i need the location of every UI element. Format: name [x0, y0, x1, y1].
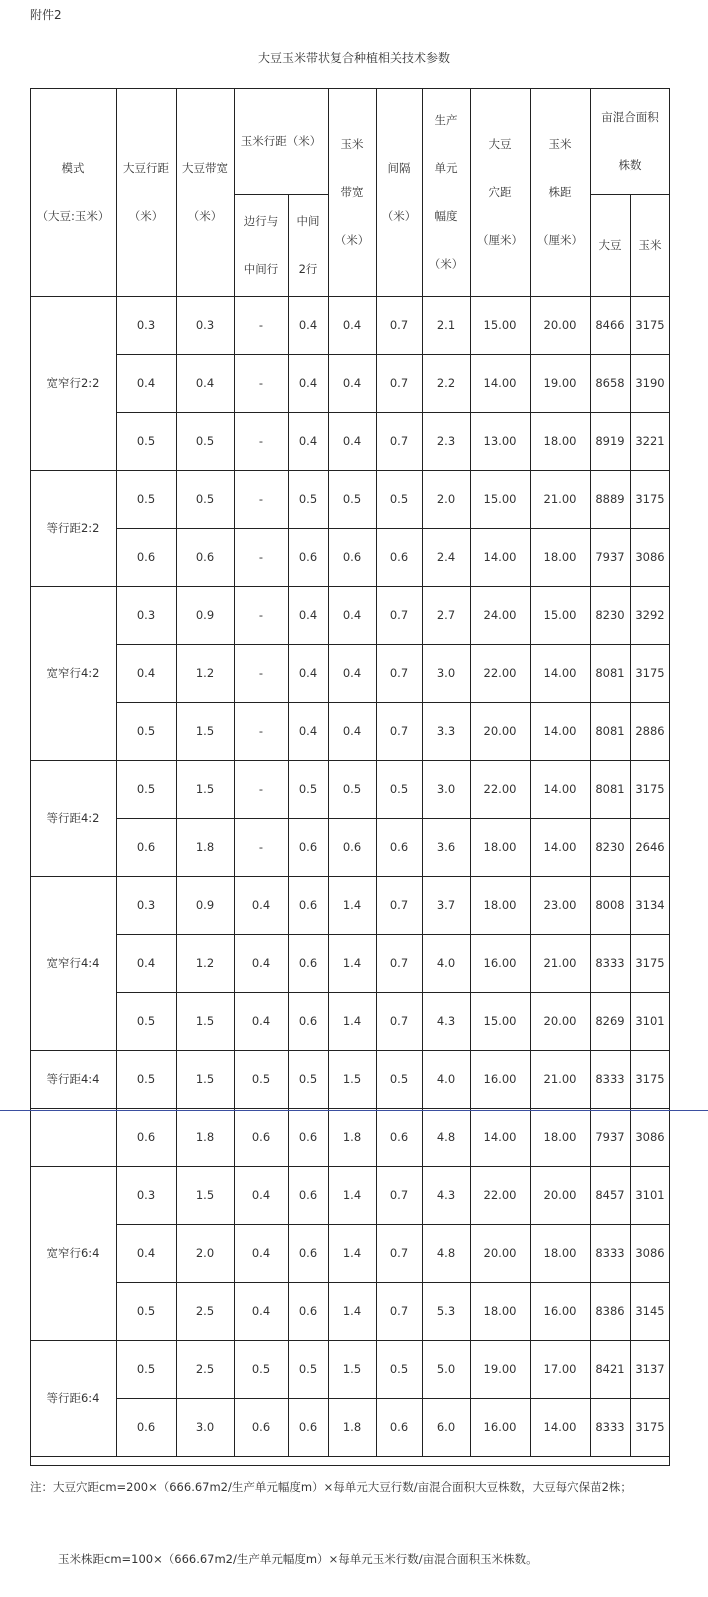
table-cell: 3190 — [635, 376, 665, 390]
table-cell: 0.7 — [389, 1188, 409, 1202]
table-cell: 0.6 — [298, 1304, 318, 1318]
table-cell: 0.4 — [251, 1246, 271, 1260]
table-cell: 1.8 — [342, 1420, 362, 1434]
table-cell: 0.4 — [298, 318, 318, 332]
table-cell: 0.6 — [136, 1420, 156, 1434]
page-title: 大豆玉米带状复合种植相关技术参数 — [257, 51, 450, 65]
table-cell: 0.7 — [389, 1304, 409, 1318]
table-cell: 19.00 — [543, 376, 577, 390]
table-cell: 0.4 — [136, 376, 156, 390]
table-cell: 18.00 — [483, 898, 517, 912]
table-cell: - — [258, 550, 264, 564]
header-corn-row-spacing: 玉米行距（米） — [240, 134, 322, 148]
table-cell: - — [258, 724, 264, 738]
table-cell: 0.5 — [195, 492, 215, 506]
table-cell: 15.00 — [543, 608, 577, 622]
table-cell: 0.7 — [389, 318, 409, 332]
table-cell: 0.7 — [389, 1014, 409, 1028]
table-cell: 3.0 — [195, 1420, 215, 1434]
table-cell: 8333 — [595, 1072, 625, 1086]
table-cell: 0.6 — [298, 1014, 318, 1028]
table-cell: 0.9 — [195, 608, 215, 622]
table-cell: 0.3 — [136, 608, 156, 622]
table-cell: 2.1 — [436, 318, 456, 332]
table-cell: 16.00 — [543, 1304, 577, 1318]
table-cell: 14.00 — [543, 666, 577, 680]
table-cell: 0.7 — [389, 724, 409, 738]
table-cell: 0.4 — [298, 724, 318, 738]
table-cell: 1.4 — [342, 1304, 362, 1318]
table-cell: 8421 — [595, 1362, 625, 1376]
table-cell: 3175 — [635, 782, 665, 796]
table-cell: 22.00 — [483, 666, 517, 680]
table-cell: 0.4 — [251, 898, 271, 912]
table-cell: 21.00 — [543, 956, 577, 970]
table-cell: 0.5 — [136, 1014, 156, 1028]
table-cell: 24.00 — [483, 608, 517, 622]
table-cell: 17.00 — [543, 1362, 577, 1376]
table-cell: 0.4 — [136, 956, 156, 970]
table-cell: 0.6 — [389, 1130, 409, 1144]
table-cell: 21.00 — [543, 492, 577, 506]
header-corn-band-width: 玉米 带宽 （米） — [334, 137, 370, 247]
table-cell: 1.2 — [195, 666, 215, 680]
table-cell: - — [258, 782, 264, 796]
table-cell: 4.3 — [436, 1014, 456, 1028]
table-cell: 3221 — [635, 434, 665, 448]
table-cell: 8230 — [595, 608, 625, 622]
table-cell: 0.5 — [298, 1362, 318, 1376]
table-cell: 0.7 — [389, 434, 409, 448]
header-unit-width: 生产 单元 幅度 （米） — [428, 113, 464, 271]
table-cell: 0.5 — [136, 1362, 156, 1376]
table-cell: 0.6 — [136, 840, 156, 854]
table-cell: 0.4 — [342, 608, 362, 622]
table-cell: 7937 — [595, 1130, 625, 1144]
table-cell: 0.6 — [298, 550, 318, 564]
table-cell: 3134 — [635, 898, 665, 912]
table-cell: 3175 — [635, 492, 665, 506]
table-cell: 0.6 — [298, 956, 318, 970]
table-cell: 1.4 — [342, 1188, 362, 1202]
table-cell: 18.00 — [543, 1246, 577, 1260]
table-cell: 23.00 — [543, 898, 577, 912]
table-cell: 6.0 — [436, 1420, 456, 1434]
table-cell: 8658 — [595, 376, 625, 390]
table-cell: 2.0 — [436, 492, 456, 506]
table-cell: 0.4 — [342, 724, 362, 738]
parameters-table — [30, 88, 670, 1466]
table-cell: 14.00 — [543, 782, 577, 796]
table-cell: 20.00 — [543, 318, 577, 332]
header-corn: 玉米 — [638, 238, 662, 252]
table-cell: 15.00 — [483, 492, 517, 506]
table-cell: 15.00 — [483, 318, 517, 332]
table-cell: 1.5 — [342, 1072, 362, 1086]
table-cell: 3101 — [635, 1188, 665, 1202]
mode-cell: 宽窄行4:4 — [46, 956, 100, 970]
table-cell: 20.00 — [543, 1188, 577, 1202]
table-cell: 0.3 — [136, 898, 156, 912]
table-cell: 0.5 — [136, 492, 156, 506]
table-cell: 1.2 — [195, 956, 215, 970]
page-divider-line — [0, 1110, 708, 1111]
table-cell: 0.5 — [389, 1072, 409, 1086]
table-cell: 14.00 — [543, 724, 577, 738]
header-corn-plant-spacing: 玉米 株距 （厘米） — [537, 137, 583, 247]
table-cell: 0.5 — [389, 782, 409, 796]
attachment-label: 附件2 — [30, 8, 62, 22]
table-cell: 0.6 — [136, 550, 156, 564]
header-middle-2-rows: 中间 2行 — [296, 214, 320, 276]
header-edge-middle-row: 边行与 中间行 — [243, 214, 279, 276]
table-cell: 3.3 — [436, 724, 456, 738]
table-cell: 3292 — [635, 608, 665, 622]
note-soy-formula: 注：大豆穴距cm=200×（666.67m2/生产单元幅度m）×每单元大豆行数/亩混合面积大豆株数，大豆每穴保苗2株； — [30, 1480, 632, 1494]
table-cell: 0.6 — [389, 550, 409, 564]
table-cell: 20.00 — [543, 1014, 577, 1028]
table-cell: 0.6 — [136, 1130, 156, 1144]
table-cell: 14.00 — [483, 550, 517, 564]
table-cell: - — [258, 608, 264, 622]
table-cell: 0.3 — [136, 1188, 156, 1202]
table-cell: 18.00 — [543, 1130, 577, 1144]
table-cell: 0.7 — [389, 1246, 409, 1260]
table-cell: 16.00 — [483, 1072, 517, 1086]
table-cell: 2.5 — [195, 1304, 215, 1318]
header-interval: 间隔 （米） — [381, 161, 417, 223]
table-cell: 0.6 — [389, 840, 409, 854]
table-cell: 4.0 — [436, 956, 456, 970]
table-cell: 8008 — [595, 898, 625, 912]
table-cell: 16.00 — [483, 956, 517, 970]
header-soy-row-spacing: 大豆行距 （米） — [123, 161, 169, 223]
table-cell: 0.5 — [136, 434, 156, 448]
table-cell: 0.4 — [342, 666, 362, 680]
table-cell: 0.6 — [251, 1420, 271, 1434]
table-cell: 0.7 — [389, 666, 409, 680]
table-cell: 0.6 — [298, 1420, 318, 1434]
table-cell: 13.00 — [483, 434, 517, 448]
table-cell: 8333 — [595, 956, 625, 970]
table-cell: 3086 — [635, 550, 665, 564]
table-cell: 7937 — [595, 550, 625, 564]
header-soy: 大豆 — [598, 238, 622, 252]
table-cell: 8457 — [595, 1188, 625, 1202]
table-cell: 3.7 — [436, 898, 456, 912]
table-cell: 0.5 — [298, 782, 318, 796]
table-cell: - — [258, 492, 264, 506]
table-cell: 0.6 — [195, 550, 215, 564]
mode-cell — [30, 1108, 116, 1166]
table-cell: 8081 — [595, 724, 625, 738]
table-cell: 3175 — [635, 1072, 665, 1086]
table-cell: 0.6 — [342, 550, 362, 564]
table-cell: 0.5 — [136, 1304, 156, 1318]
table-cell: 2.0 — [195, 1246, 215, 1260]
table-cell: 0.4 — [342, 318, 362, 332]
table-cell: 14.00 — [543, 1420, 577, 1434]
table-cell: 0.5 — [136, 724, 156, 738]
table-cell: 0.4 — [298, 608, 318, 622]
table-cell: 0.4 — [195, 376, 215, 390]
table-cell: 1.4 — [342, 1014, 362, 1028]
table-cell: 3175 — [635, 318, 665, 332]
table-cell: 14.00 — [483, 1130, 517, 1144]
mode-cell: 宽窄行6:4 — [46, 1246, 100, 1260]
table-cell: 0.4 — [251, 956, 271, 970]
table-cell: 8333 — [595, 1420, 625, 1434]
table-cell: 14.00 — [483, 376, 517, 390]
table-cell: 0.6 — [298, 1130, 318, 1144]
mode-cell: 等行距2:2 — [46, 521, 100, 535]
table-cell: 2.4 — [436, 550, 456, 564]
table-cell: 20.00 — [483, 724, 517, 738]
table-cell: 1.5 — [195, 1072, 215, 1086]
table-cell: 3.6 — [436, 840, 456, 854]
table-cell: 0.7 — [389, 608, 409, 622]
table-cell: 8081 — [595, 666, 625, 680]
table-cell: 0.7 — [389, 376, 409, 390]
table-cell: 0.5 — [251, 1362, 271, 1376]
table-cell: 2.5 — [195, 1362, 215, 1376]
table-cell: 1.4 — [342, 1246, 362, 1260]
mode-cell: 等行距6:4 — [46, 1391, 100, 1405]
table-cell: 15.00 — [483, 1014, 517, 1028]
table-cell: 3175 — [635, 1420, 665, 1434]
table-cell: 8230 — [595, 840, 625, 854]
table-cell: 0.9 — [195, 898, 215, 912]
table-cell: 0.4 — [251, 1014, 271, 1028]
table-cell: 2886 — [635, 724, 665, 738]
table-cell: 0.4 — [298, 666, 318, 680]
table-cell: 4.8 — [436, 1130, 456, 1144]
table-cell: 0.5 — [389, 492, 409, 506]
table-cell: 0.4 — [136, 1246, 156, 1260]
table-cell: 0.5 — [136, 782, 156, 796]
table-cell: 0.6 — [389, 1420, 409, 1434]
table-cell: 0.5 — [251, 1072, 271, 1086]
table-cell: 18.00 — [483, 840, 517, 854]
mode-cell: 宽窄行4:2 — [46, 666, 100, 680]
table-cell: 8919 — [595, 434, 625, 448]
table-cell: 3101 — [635, 1014, 665, 1028]
table-cell: 3137 — [635, 1362, 665, 1376]
table-cell: - — [258, 840, 264, 854]
table-cell: 1.5 — [195, 1014, 215, 1028]
table-cell: 0.4 — [342, 376, 362, 390]
table-cell: 0.6 — [298, 840, 318, 854]
table-cell: 8889 — [595, 492, 625, 506]
table-cell: 0.5 — [195, 434, 215, 448]
table-cell: 4.3 — [436, 1188, 456, 1202]
table-cell: - — [258, 434, 264, 448]
header-mu-plant-count: 亩混合面积 株数 — [601, 110, 659, 172]
table-cell: 0.3 — [136, 318, 156, 332]
table-cell: 3086 — [635, 1246, 665, 1260]
table-cell: 22.00 — [483, 782, 517, 796]
table-cell: 0.4 — [251, 1188, 271, 1202]
table-cell: 3175 — [635, 666, 665, 680]
mode-cell: 等行距4:4 — [46, 1072, 100, 1086]
table-cell: 2.7 — [436, 608, 456, 622]
table-cell: 0.5 — [342, 492, 362, 506]
table-cell: 3145 — [635, 1304, 665, 1318]
table-cell: 20.00 — [483, 1246, 517, 1260]
table-cell: 4.0 — [436, 1072, 456, 1086]
table-cell: 0.5 — [298, 1072, 318, 1086]
table-cell: 3175 — [635, 956, 665, 970]
header-soy-hole-spacing: 大豆 穴距 （厘米） — [477, 137, 523, 247]
table-cell: 4.8 — [436, 1246, 456, 1260]
table-cell: 0.7 — [389, 956, 409, 970]
table-cell: 2.3 — [436, 434, 456, 448]
table-cell: 0.4 — [136, 666, 156, 680]
table-cell: 1.5 — [195, 724, 215, 738]
table-cell: 1.8 — [342, 1130, 362, 1144]
table-cell: 3086 — [635, 1130, 665, 1144]
table-cell: 5.0 — [436, 1362, 456, 1376]
table-cell: 1.5 — [195, 1188, 215, 1202]
table-cell: 22.00 — [483, 1188, 517, 1202]
table-cell: 0.6 — [342, 840, 362, 854]
mode-cell: 宽窄行2:2 — [46, 376, 100, 390]
table-cell: 0.5 — [298, 492, 318, 506]
table-cell: 0.6 — [298, 898, 318, 912]
table-cell: 18.00 — [543, 550, 577, 564]
table-cell: 19.00 — [483, 1362, 517, 1376]
table-cell: 0.4 — [342, 434, 362, 448]
table-cell: 2646 — [635, 840, 665, 854]
table-cell: 2.2 — [436, 376, 456, 390]
table-cell: 0.6 — [251, 1130, 271, 1144]
mode-cell: 等行距4:2 — [46, 811, 100, 825]
table-cell: 8333 — [595, 1246, 625, 1260]
table-cell: 3.0 — [436, 666, 456, 680]
table-cell: 0.5 — [389, 1362, 409, 1376]
note-corn-formula: 玉米株距cm=100×（666.67m2/生产单元幅度m）×每单元玉米行数/亩混合面积玉米株数。 — [58, 1552, 538, 1566]
table-cell: 5.3 — [436, 1304, 456, 1318]
table-cell: - — [258, 666, 264, 680]
table-cell: - — [258, 318, 264, 332]
table-cell: 0.5 — [342, 782, 362, 796]
table-cell: 8269 — [595, 1014, 625, 1028]
table-cell: 3.0 — [436, 782, 456, 796]
table-cell: - — [258, 376, 264, 390]
table-cell: 1.4 — [342, 956, 362, 970]
table-cell: 0.6 — [298, 1188, 318, 1202]
table-cell: 1.5 — [195, 782, 215, 796]
table-cell: 8081 — [595, 782, 625, 796]
table-cell: 0.4 — [298, 376, 318, 390]
table-cell: 16.00 — [483, 1420, 517, 1434]
table-cell: 18.00 — [483, 1304, 517, 1318]
table-cell: 1.5 — [342, 1362, 362, 1376]
table-cell: 0.4 — [298, 434, 318, 448]
table-cell: 1.4 — [342, 898, 362, 912]
table-cell: 0.5 — [136, 1072, 156, 1086]
table-cell: 18.00 — [543, 434, 577, 448]
table-cell: 8386 — [595, 1304, 625, 1318]
table-cell: 0.7 — [389, 898, 409, 912]
table-cell: 1.8 — [195, 840, 215, 854]
table-cell: 0.6 — [298, 1246, 318, 1260]
table-cell: 0.3 — [195, 318, 215, 332]
table-cell: 14.00 — [543, 840, 577, 854]
table-cell: 0.4 — [251, 1304, 271, 1318]
table-cell: 21.00 — [543, 1072, 577, 1086]
header-soy-band-width: 大豆带宽 （米） — [182, 161, 228, 223]
header-mode: 模式 （大豆:玉米） — [36, 161, 110, 223]
table-cell: 1.8 — [195, 1130, 215, 1144]
table-cell: 8466 — [595, 318, 625, 332]
